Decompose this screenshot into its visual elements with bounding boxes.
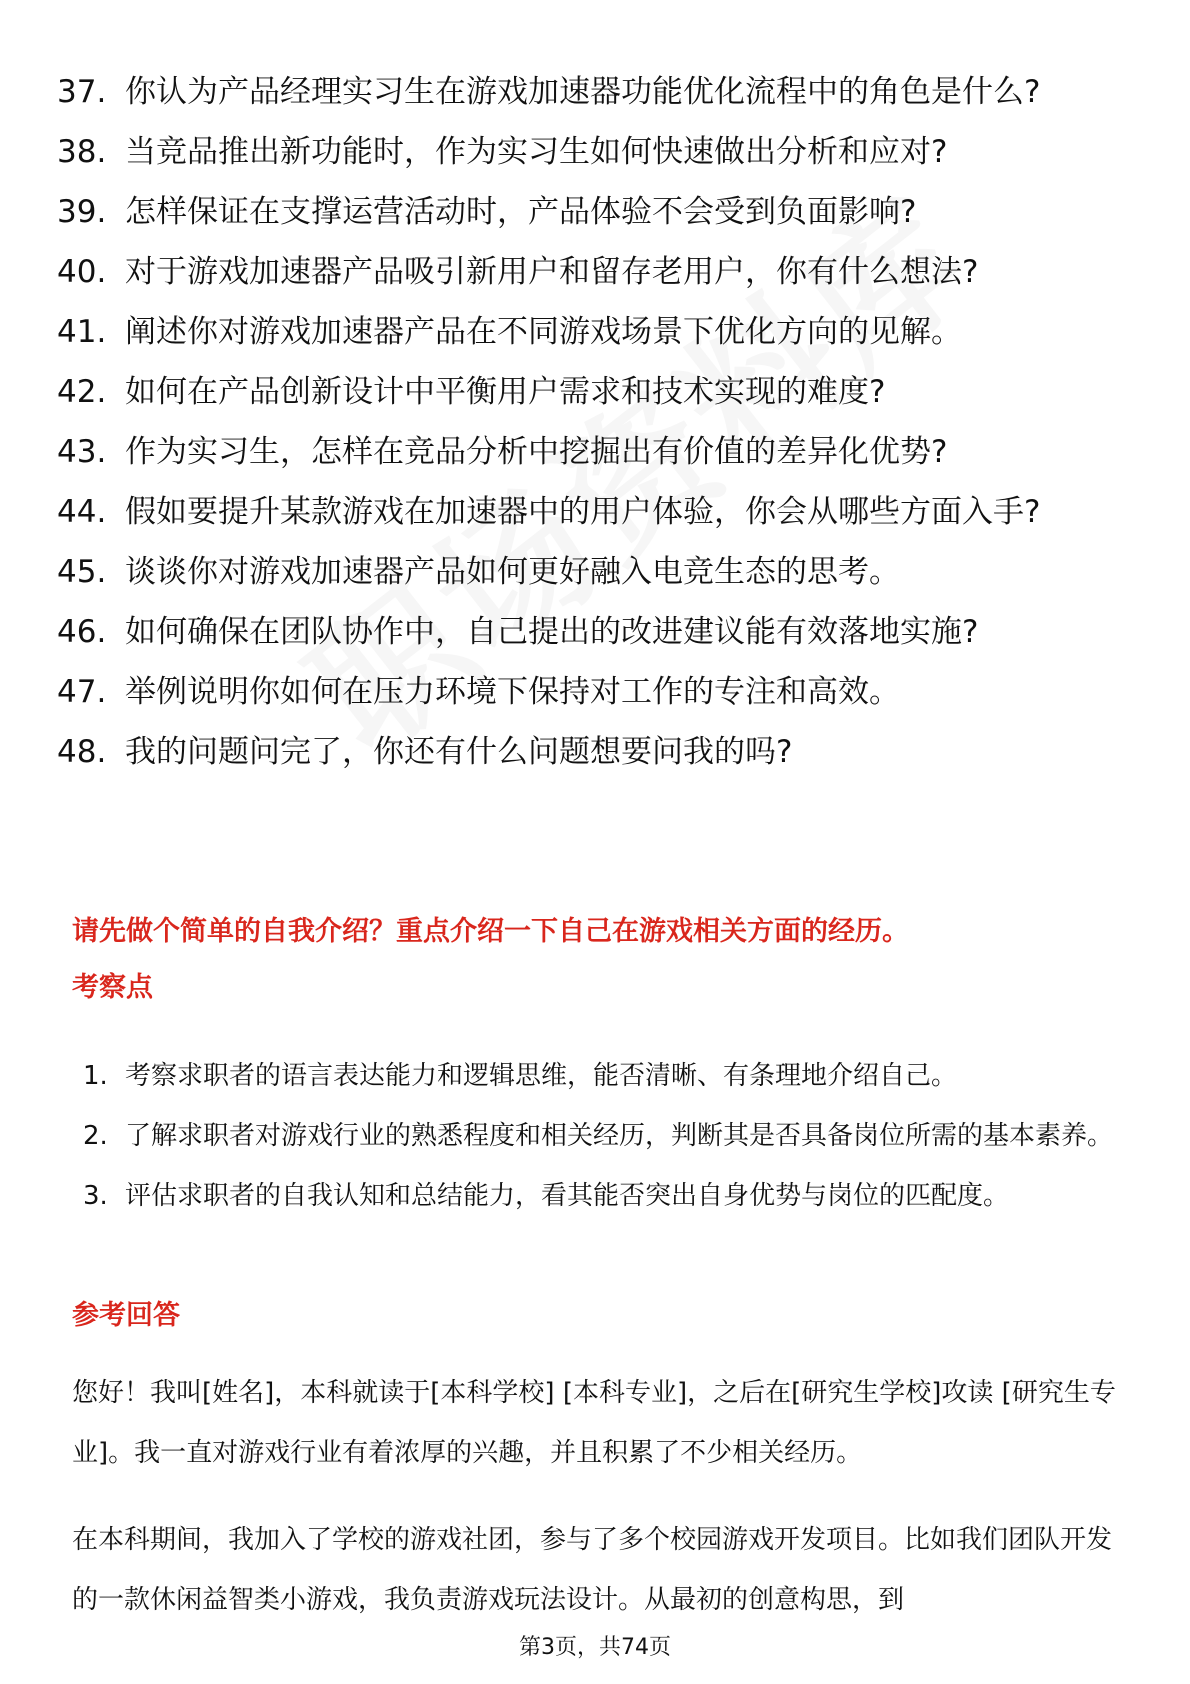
item-number: 44. [57, 494, 107, 530]
examine-points-list [83, 1046, 1123, 1226]
answer-heading: 参考回答 [72, 1300, 180, 1331]
item-number: 41. [57, 314, 107, 350]
list-item [57, 432, 1137, 473]
item-text: 对于游戏加速器产品吸引新用户和留存老用户，你有什么想法? [125, 254, 979, 290]
item-text: 举例说明你如何在压力环境下保持对工作的专注和高效。 [125, 674, 900, 710]
item-text: 如何确保在团队协作中，自己提出的改进建议能有效落地实施? [125, 614, 979, 650]
list-item [57, 672, 1137, 713]
item-number: 42. [57, 374, 107, 410]
list-item [57, 132, 1137, 173]
list-item [57, 312, 1137, 353]
list-item [57, 732, 1137, 773]
list-item [83, 1046, 1123, 1106]
list-item [57, 492, 1137, 533]
item-text: 假如要提升某款游戏在加速器中的用户体验，你会从哪些方面入手? [125, 494, 1041, 530]
item-text: 谈谈你对游戏加速器产品如何更好融入电竞生态的思考。 [125, 554, 900, 590]
list-item [83, 1166, 1123, 1226]
item-number: 40. [57, 254, 107, 290]
item-text: 阐述你对游戏加速器产品在不同游戏场景下优化方向的见解。 [125, 314, 962, 350]
item-number: 46. [57, 614, 107, 650]
item-text: 你认为产品经理实习生在游戏加速器功能优化流程中的角色是什么? [125, 74, 1041, 110]
answer-paragraph: 您好！我叫[姓名]，本科就读于[本科学校] [本科专业]，之后在[研究生学校]攻读 [研究生专业]。我一直对游戏行业有着浓厚的兴趣，并且积累了不少相关经历。 [72, 1378, 1116, 1468]
item-number: 3. [83, 1181, 108, 1211]
list-item [57, 252, 1137, 293]
item-number: 47. [57, 674, 107, 710]
list-item [57, 372, 1137, 413]
item-text: 作为实习生，怎样在竞品分析中挖掘出有价值的差异化优势? [125, 434, 948, 470]
item-number: 1. [83, 1061, 108, 1091]
question-list [57, 72, 1137, 792]
item-text: 当竞品推出新功能时，作为实习生如何快速做出分析和应对? [125, 134, 948, 170]
answer-paragraph: 在本科期间，我加入了学校的游戏社团，参与了多个校园游戏开发项目。比如我们团队开发的一款休闲益智类小游戏，我负责游戏玩法设计。从最初的创意构思，到 [72, 1525, 1113, 1615]
list-item [57, 612, 1137, 653]
page-number: 第3页，共74页 [519, 1635, 671, 1660]
list-item [57, 192, 1137, 233]
list-item [57, 552, 1137, 593]
item-text: 考察求职者的语言表达能力和逻辑思维，能否清晰、有条理地介绍自己。 [125, 1061, 958, 1091]
item-number: 39. [57, 194, 107, 230]
list-item [57, 72, 1137, 113]
list-item [83, 1106, 1123, 1166]
examine-heading: 考察点 [72, 972, 153, 1003]
item-text: 怎样保证在支撑运营活动时，产品体验不会受到负面影响? [125, 194, 917, 230]
item-number: 2. [83, 1121, 108, 1151]
item-text: 了解求职者对游戏行业的熟悉程度和相关经历，判断其是否具备岗位所需的基本素养。 [125, 1121, 1114, 1151]
item-text: 我的问题问完了，你还有什么问题想要问我的吗? [125, 734, 793, 770]
item-number: 37. [57, 74, 107, 110]
item-number: 43. [57, 434, 107, 470]
item-text: 如何在产品创新设计中平衡用户需求和技术实现的难度? [125, 374, 886, 410]
section-title: 请先做个简单的自我介绍？重点介绍一下自己在游戏相关方面的经历。 [72, 916, 909, 947]
item-number: 48. [57, 734, 107, 770]
item-number: 45. [57, 554, 107, 590]
item-text: 评估求职者的自我认知和总结能力，看其能否突出自身优势与岗位的匹配度。 [125, 1181, 1010, 1211]
item-number: 38. [57, 134, 107, 170]
